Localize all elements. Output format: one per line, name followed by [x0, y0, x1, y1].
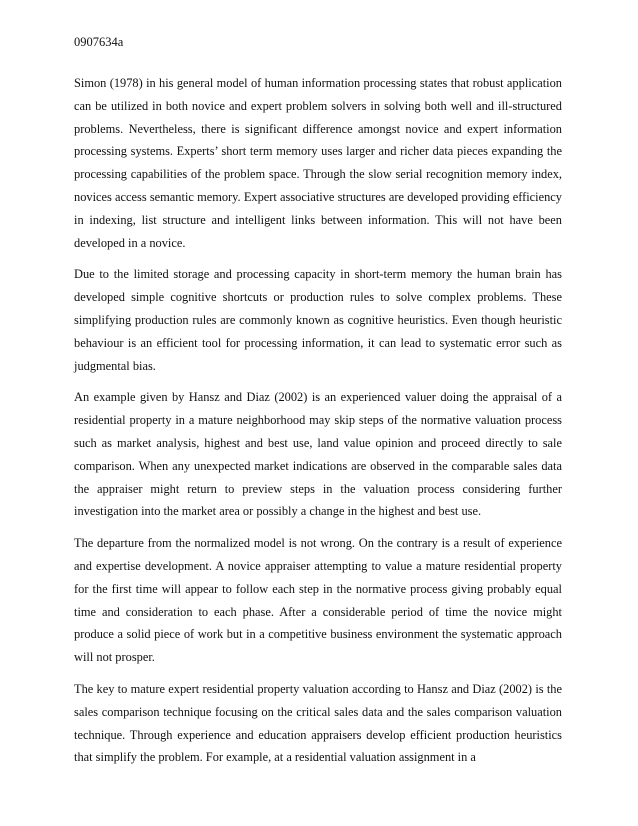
paragraph-simon-model: Simon (1978) in his general model of human information processing states that robust application can be utilized in both novice and expert problem solvers in solving both well and ill-structured problems. Nevertheless, there is significant difference amongst novice and expert information processing systems. Experts’ short term memory uses larger and richer data pieces expanding the processing capabilities of the problem space. Through the slow serial recognition memory index, novices access semantic memory. Expert associative structures are developed providing efficiency in indexing, list structure and intelligent links between information. This will not have been developed in a novice. — [74, 76, 562, 250]
document-body — [74, 72, 562, 778]
paragraph-normalized-model: The departure from the normalized model is not wrong. On the contrary is a result of experience and expertise development. A novice appraiser attempting to value a mature residential property for the first time will appear to follow each step in the normative process giving probably equal time and consideration to each phase. After a considerable period of time the novice might produce a solid piece of work but in a competitive business environment the systematic approach will not prosper. — [74, 536, 562, 665]
document-id-header: 0907634a — [74, 35, 124, 49]
paragraph-cognitive-heuristics: Due to the limited storage and processing capacity in short-term memory the human brain has developed simple cognitive shortcuts or production rules to solve complex problems. These simplifying production rules are commonly known as cognitive heuristics. Even though heuristic behaviour is an efficient tool for processing information, it can lead to systematic error such as judgmental bias. — [74, 267, 562, 373]
paragraph-expert-valuation: The key to mature expert residential property valuation according to Hansz and Diaz (2002) is the sales comparison technique focusing on the critical sales data and the sales comparison valuation technique. Through experience and education appraisers develop efficient production heuristics that simplify the problem. For example, at a residential valuation assignment in a — [74, 681, 562, 765]
paragraph-valuer-example: An example given by Hansz and Diaz (2002) is an experienced valuer doing the appraisal of a residential property in a mature neighborhood may skip steps of the normative valuation process such as market analysis, highest and best use, land value opinion and proceed directly to sale comparison. When any unexpected market indications are observed in the comparable sales data the appraiser might return to preview steps in the valuation process considering further investigation into the market area or possibly a change in the highest and best use. — [74, 390, 562, 519]
